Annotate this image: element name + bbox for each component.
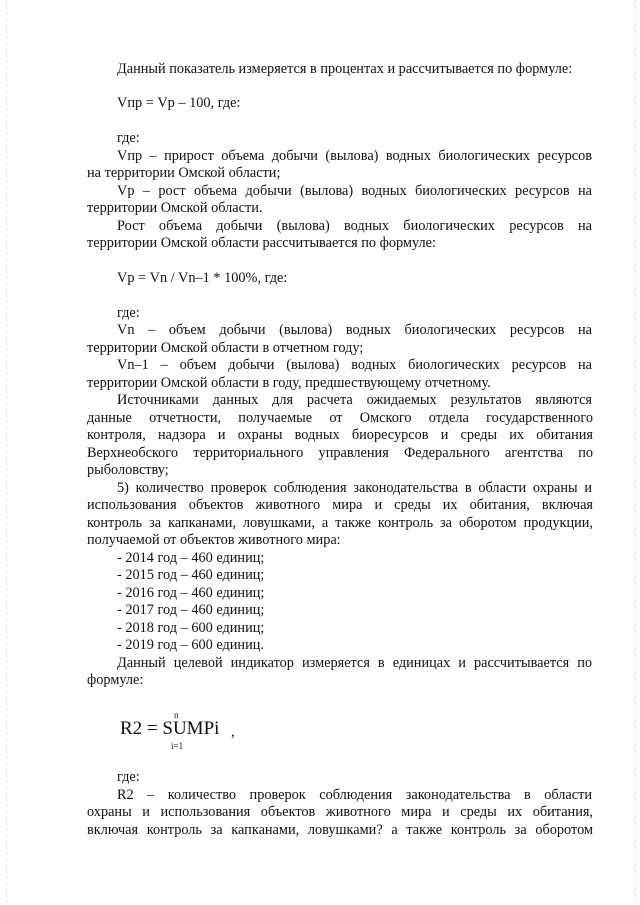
text-line: территории Омской области. [87,200,263,216]
text-line: использования объектов животного мира и среды их обитания, включая [87,497,593,513]
list-item: - 2019 год – 600 единиц. [117,637,264,653]
text-line: данные отчетности, получаемые от Омского отдела государственного [87,410,593,426]
text-line: где: [117,130,140,146]
text-line: Рост объема добычи (вылова) водных биологических ресурсов на [117,218,592,234]
list-item: - 2016 год – 460 единиц; [117,585,265,601]
text-line: где: [117,305,140,321]
text-line: рыболовству; [87,462,169,478]
text-line: включая контроль за капканами, ловушками? а также контроль за оборотом [87,822,593,838]
text-line: территории Омской области рассчитывается по формуле: [87,235,436,251]
scan-edge-right [635,0,636,905]
text-line: Vn–1 – объем добычи (вылова) водных биологических ресурсов на [117,357,592,373]
text-line: Данный целевой индикатор измеряется в единицах и рассчитывается по [117,655,592,671]
text-line: на территории Омской области; [87,165,281,181]
list-item: - 2017 год – 460 единиц; [117,602,265,618]
text-line: Vпр – прирост объема добычи (вылова) водных биологических ресурсов [117,148,592,164]
list-item: - 2014 год – 460 единиц; [117,550,265,566]
formula-comma: , [231,724,235,740]
formula-vpr: Vпр = Vр – 100, где: [117,95,241,111]
text-line: R2 – количество проверок соблюдения законодательства в области [117,787,592,803]
text-line: территории Омской области в году, предшествующему отчетному. [87,375,491,391]
text-line: Vn – объем добычи (вылова) водных биологических ресурсов на [117,322,592,338]
text-line: контроль за капканами, ловушками, а также контроль за оборотом продукции, [87,515,593,531]
scan-edge-left [6,0,7,905]
text-line: охраны и использования объектов животного мира и среды их обитания, [87,804,593,820]
text-line: 5) количество проверок соблюдения законодательства в области охраны и [117,480,592,496]
formula-sum-upper-limit: n [174,710,179,720]
formula-vr: Vр = Vn / Vn–1 * 100%, где: [117,270,288,286]
text-line: получаемой от объектов животного мира: [87,532,341,548]
list-item: - 2018 год – 600 единиц; [117,620,265,636]
text-line: контроля, надзора и охраны водных биоресурсов и среды их обитания [87,427,593,443]
text-line: формуле: [87,672,144,688]
formula-sum-lower-limit: i=1 [171,741,184,751]
text-line: Источниками данных для расчета ожидаемых результатов являются [117,392,592,408]
formula-r2-body: R2 = SUMPi [120,718,220,739]
text-line: Данный показатель измеряется в процентах и рассчитывается по формуле: [117,61,573,77]
list-item: - 2015 год – 460 единиц; [117,567,265,583]
text-line: где: [117,769,140,785]
text-line: территории Омской области в отчетном году; [87,340,364,356]
text-line: Верхнеобского территориального управления Федерального агентства по [87,445,593,461]
text-line: Vр – рост объема добычи (вылова) водных биологических ресурсов на [117,183,592,199]
formula-r2 [120,710,280,750]
